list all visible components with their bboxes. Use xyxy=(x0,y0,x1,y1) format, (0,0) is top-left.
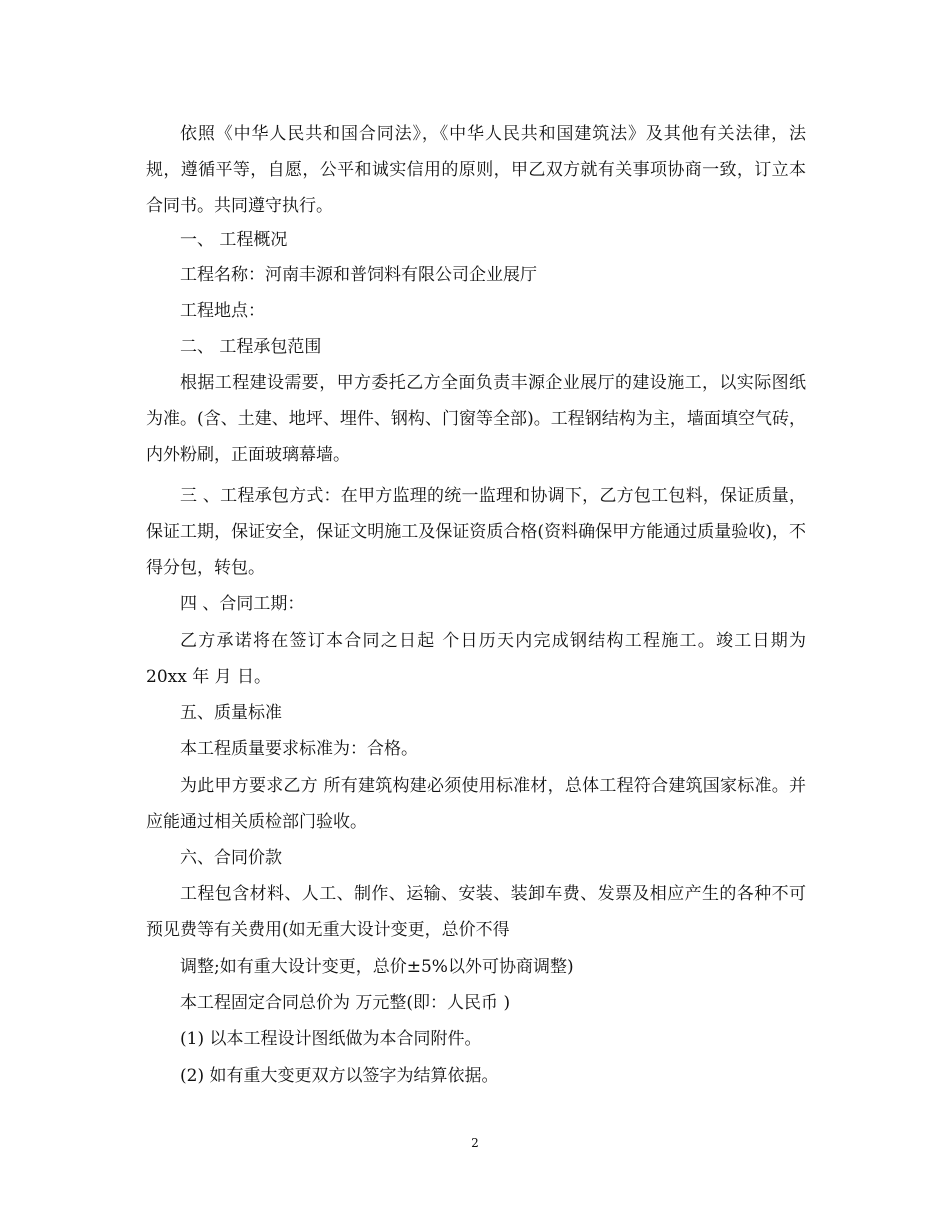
intro-paragraph: 依照《中华人民共和国合同法》，《中华人民共和国建筑法》及其他有关法律，法规，遵循平等，自愿，公平和诚实信用的原则，甲乙双方就有关事项协商一致，订立本合同书。共同遵守执行。 xyxy=(146,124,806,216)
section-1-heading: 一、 工程概况 xyxy=(180,230,288,250)
attachment-clause-1: (1) 以本工程设计图纸做为本合同附件。 xyxy=(180,1029,482,1049)
duration-paragraph: 乙方承诺将在签订本合同之日起 个日历天内完成钢结构工程施工。竣工日期为 20xx 年 月 日。 xyxy=(146,631,806,687)
section-6-heading: 六、合同价款 xyxy=(180,848,282,868)
attachment-clause-2: (2) 如有重大变更双方以签字为结算依据。 xyxy=(180,1066,499,1086)
page-number: 2 xyxy=(471,1136,479,1150)
scope-paragraph: 根据工程建设需要，甲方委托乙方全面负责丰源企业展厅的建设施工，以实际图纸为准。(含、土建、地坪、埋件、钢构、门窗等全部)。工程钢结构为主，墙面填空气砖，内外粉刷，正面玻璃幕墙。 xyxy=(146,373,806,465)
price-scope-paragraph: 工程包含材料、人工、制作、运输、安装、装卸车费、发票及相应产生的各种不可预见费等有关费用(如无重大设计变更，总价不得 xyxy=(146,884,806,940)
project-name-line: 工程名称：河南丰源和普饲料有限公司企业展厅 xyxy=(180,265,537,285)
section-2-heading: 二、 工程承包范围 xyxy=(180,337,322,357)
quality-standard-line: 本工程质量要求标准为：合格。 xyxy=(180,739,418,759)
fixed-price-line: 本工程固定合同总价为 万元整(即：人民币 ) xyxy=(180,993,511,1013)
section-4-heading: 四 、合同工期： xyxy=(180,594,305,614)
section-5-heading: 五、质量标准 xyxy=(180,703,282,723)
price-adjustment-line: 调整;如有重大设计变更，总价±5%以外可协商调整) xyxy=(180,957,574,977)
quality-requirement-paragraph: 为此甲方要求乙方 所有建筑构建必须使用标准材，总体工程符合建筑国家标准。并应能通过相关质检部门验收。 xyxy=(146,776,806,832)
contract-method-paragraph: 三 、工程承包方式：在甲方监理的统一监理和协调下，乙方包工包料，保证质量，保证工期，保证安全，保证文明施工及保证资质合格(资料确保甲方能通过质量验收)，不得分包，转包。 xyxy=(146,486,806,578)
project-location-line: 工程地点： xyxy=(180,301,265,321)
